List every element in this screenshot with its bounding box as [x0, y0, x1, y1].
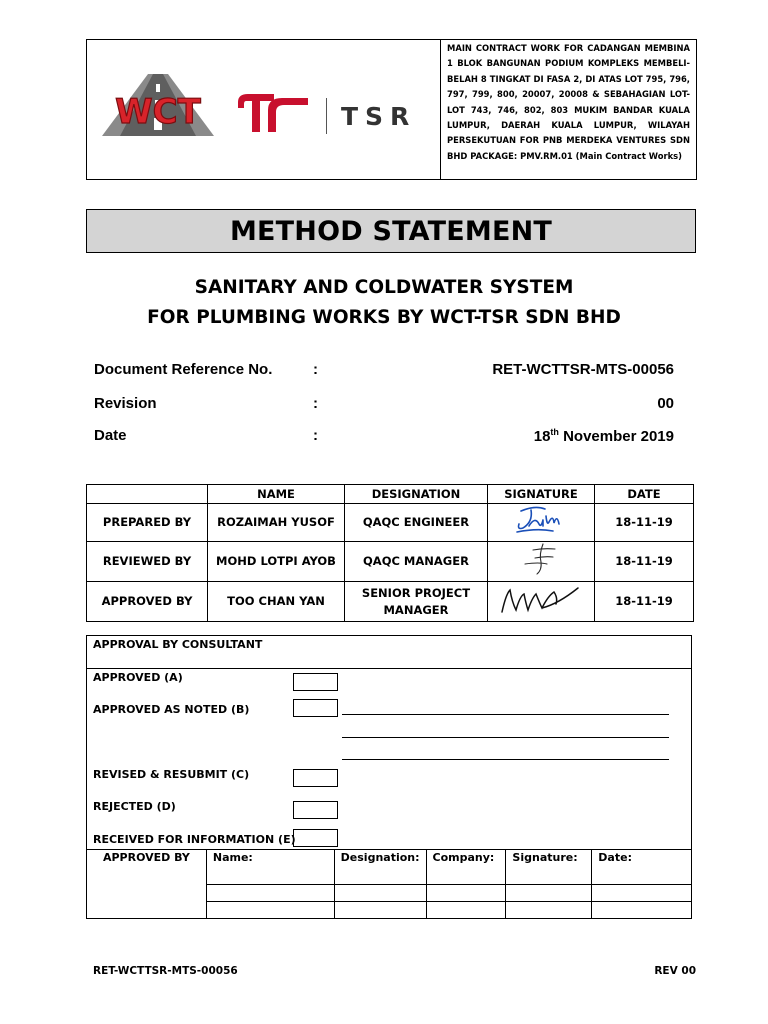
date-rest: November 2019 [558, 428, 674, 445]
approved-signature [498, 582, 584, 616]
consultant-divider [87, 668, 691, 669]
tsr-logo-divider [326, 98, 327, 134]
reference-label: Document Reference No. [94, 361, 273, 378]
consultant-title: APPROVAL BY CONSULTANT [93, 638, 263, 651]
reference-colon: : [313, 361, 318, 378]
signoff-header-signature: SIGNATURE [488, 485, 595, 504]
approved-by-name-cell[interactable] [206, 885, 334, 902]
approved-by-company-header: Company: [426, 850, 506, 885]
revision-label: Revision [94, 395, 157, 412]
tsr-logo-text: TSR [341, 102, 417, 131]
wct-logo [96, 70, 226, 152]
signoff-name: TOO CHAN YAN [208, 582, 345, 622]
revision-value: 00 [657, 395, 674, 412]
option-revise-label: REVISED & RESUBMIT (C) [93, 768, 250, 781]
approved-by-label: APPROVED BY [87, 850, 206, 919]
signoff-row-prepared [87, 504, 694, 542]
option-revise-checkbox[interactable] [293, 769, 338, 787]
date-suffix: th [550, 427, 559, 437]
date-day: 18 [533, 428, 551, 445]
consultant-approved-by-table [87, 849, 691, 919]
reviewed-signature [519, 542, 563, 576]
comment-line-3[interactable] [342, 759, 669, 760]
signoff-designation: QAQC ENGINEER [345, 504, 488, 542]
approved-by-signature-cell[interactable] [506, 902, 592, 919]
signoff-name: ROZAIMAH YUSOF [208, 504, 345, 542]
signoff-date: 18-11-19 [595, 542, 694, 582]
signoff-table [86, 484, 694, 622]
revision-colon: : [313, 395, 318, 412]
approved-by-date-cell[interactable] [592, 885, 691, 902]
title-banner [86, 209, 696, 253]
signoff-designation: SENIOR PROJECT MANAGER [345, 582, 488, 622]
signoff-row-reviewed [87, 542, 694, 582]
comment-line-1[interactable] [342, 714, 669, 715]
subtitle-line-2: FOR PLUMBING WORKS BY WCT-TSR SDN BHD [147, 307, 621, 328]
option-information-checkbox[interactable] [293, 829, 338, 847]
info-row-date [94, 427, 674, 447]
signoff-header-designation: DESIGNATION [345, 485, 488, 504]
signoff-header-date: DATE [595, 485, 694, 504]
approved-by-company-cell[interactable] [426, 885, 506, 902]
approved-by-date-cell[interactable] [592, 902, 691, 919]
signoff-signature-cell [488, 542, 595, 582]
signoff-date: 18-11-19 [595, 582, 694, 622]
option-rejected-checkbox[interactable] [293, 801, 338, 819]
approved-by-designation-cell[interactable] [334, 885, 426, 902]
signoff-date: 18-11-19 [595, 504, 694, 542]
date-colon: : [313, 427, 318, 444]
signoff-signature-cell [488, 504, 595, 542]
option-approved-noted-label: APPROVED AS NOTED (B) [93, 703, 250, 716]
signoff-header-name: NAME [208, 485, 345, 504]
option-rejected-label: REJECTED (D) [93, 800, 176, 813]
contract-description: MAIN CONTRACT WORK FOR CADANGAN MEMBINA 1 BLOK BANGUNAN PODIUM KOMPLEKS MEMBELI-BELAH 8 TINGKAT DI FASA 2, DI ATAS LOT 795, 796, 797, 799, 800, 20007, 20008 & SEBAHAGIAN LOT-LOT 743, 746, 802, 803 MUKIM BANDAR KUALA LUMPUR, DAERAH KUALA LUMPUR, WILAYAH PERSEKUTUAN FOR PNB MERDEKA VENTURES SDN BHD PACKAGE: PMV.RM.01 (Main Contract Works) [447, 43, 690, 161]
logo-area [87, 40, 441, 179]
consultant-approval-box [86, 635, 692, 919]
footer-reference: RET-WCTTSR-MTS-00056 [93, 965, 238, 977]
date-value [534, 427, 674, 445]
footer-revision: REV 00 [654, 965, 696, 977]
option-approved-noted-checkbox[interactable] [293, 699, 338, 717]
approved-by-designation-header: Designation: [334, 850, 426, 885]
tsr-logo-mark [234, 88, 314, 138]
option-approved-label: APPROVED (A) [93, 671, 183, 684]
signoff-role: REVIEWED BY [87, 542, 208, 582]
approved-by-company-cell[interactable] [426, 902, 506, 919]
info-row-reference [94, 361, 674, 381]
page-title: METHOD STATEMENT [229, 215, 553, 247]
date-label: Date [94, 427, 127, 444]
approved-by-signature-cell[interactable] [506, 885, 592, 902]
signoff-header-row [87, 485, 694, 504]
reference-value: RET-WCTTSR-MTS-00056 [492, 361, 674, 378]
approved-by-name-header: Name: [206, 850, 334, 885]
comment-line-2[interactable] [342, 737, 669, 738]
option-approved-checkbox[interactable] [293, 673, 338, 691]
subtitle-line-1: SANITARY AND COLDWATER SYSTEM [194, 277, 574, 298]
wct-logo-text: WCT [115, 92, 201, 132]
signoff-role: PREPARED BY [87, 504, 208, 542]
approved-by-header-row [87, 850, 691, 885]
signoff-role: APPROVED BY [87, 582, 208, 622]
signoff-row-approved [87, 582, 694, 622]
signoff-header-blank [87, 485, 208, 504]
signoff-designation: QAQC MANAGER [345, 542, 488, 582]
info-row-revision [94, 395, 674, 415]
signoff-name: MOHD LOTPI AYOB [208, 542, 345, 582]
option-information-label: RECEIVED FOR INFORMATION (E) [93, 833, 296, 846]
signoff-signature-cell [488, 582, 595, 622]
approved-by-name-cell[interactable] [206, 902, 334, 919]
document-header [86, 39, 697, 180]
approved-by-date-header: Date: [592, 850, 691, 885]
approved-by-designation-cell[interactable] [334, 902, 426, 919]
prepared-signature [513, 504, 569, 536]
approved-by-signature-header: Signature: [506, 850, 592, 885]
